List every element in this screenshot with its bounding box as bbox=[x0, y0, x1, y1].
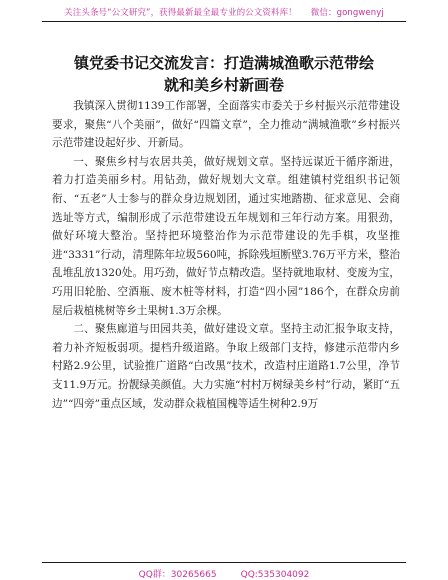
document-title bbox=[0, 52, 448, 96]
document-body bbox=[52, 97, 400, 413]
paragraph-intro: 我镇深入贯彻1139工作部署，全面落实市委关于乡村振兴示范带建设要求，聚焦“八个美丽”，做好“四篇文章”，全力推动“满城渔歌”乡村振兴示范带建设起好步、开新局。 bbox=[52, 100, 400, 150]
footer-contact bbox=[0, 567, 448, 580]
banner-wechat: 微信：gongwenyj bbox=[310, 8, 384, 18]
paragraph-construction: 二、聚焦廊道与田园共美，做好建设文章。坚持主动汇报争取支持，着力补齐短板弱项。提档升级道路。争取上级部门支持，修建示范带内乡村路2.9公里，试验推广道路“白改黑”技术，改造村庄道路1.7公里，净节支11.9万元。扮靓绿美颜值。大力实施“村村万树绿美乡村”行动，紧盯“五边”“四旁”重点区域，发动群众栽植国槐等适生树种2.9万 bbox=[52, 323, 400, 410]
promo-banner bbox=[0, 6, 448, 18]
footer-qq-group: QQ群：30265665 bbox=[138, 570, 217, 580]
footer-qq: QQ:535304092 bbox=[240, 570, 310, 580]
footer-rule bbox=[42, 562, 406, 563]
title-line-1: 镇党委书记交流发言：打造满城渔歌示范带绘 bbox=[73, 54, 374, 72]
paragraph-planning: 一、聚焦乡村与农居共美，做好规划文章。坚持远谋近干循序渐进，着力打造美丽乡村。用钻劲，做好规划大文章。组建镇村党组织书记领衔、“五老”人士参与的群众身边规划团，通过实地踏勘、征求意见、会商选址等方式，编制形成了示范带建设五年规划和三年行动方案。用狠劲，做好环境大整治。坚持把环境整治作为示范带建设的先手棋，攻坚推进“3331”行动，清理陈年垃圾560吨，拆除残垣断壁3.76万平方米，整治乱堆乱放1320处。用巧劲，做好节点精改造。坚持就地取材、变废为宝，巧用旧轮胎、空酒瓶、废木桩等材料，打造“四小园”186个，在群众房前屋后栽植桃树等乡土果树1.3万余棵。 bbox=[52, 155, 400, 317]
header-rule bbox=[42, 21, 406, 22]
title-line-2: 就和美乡村新画卷 bbox=[163, 76, 284, 94]
banner-text: 关注头条号“公文研究”，获得最新最全最专业的公文资料库！ bbox=[64, 8, 297, 18]
